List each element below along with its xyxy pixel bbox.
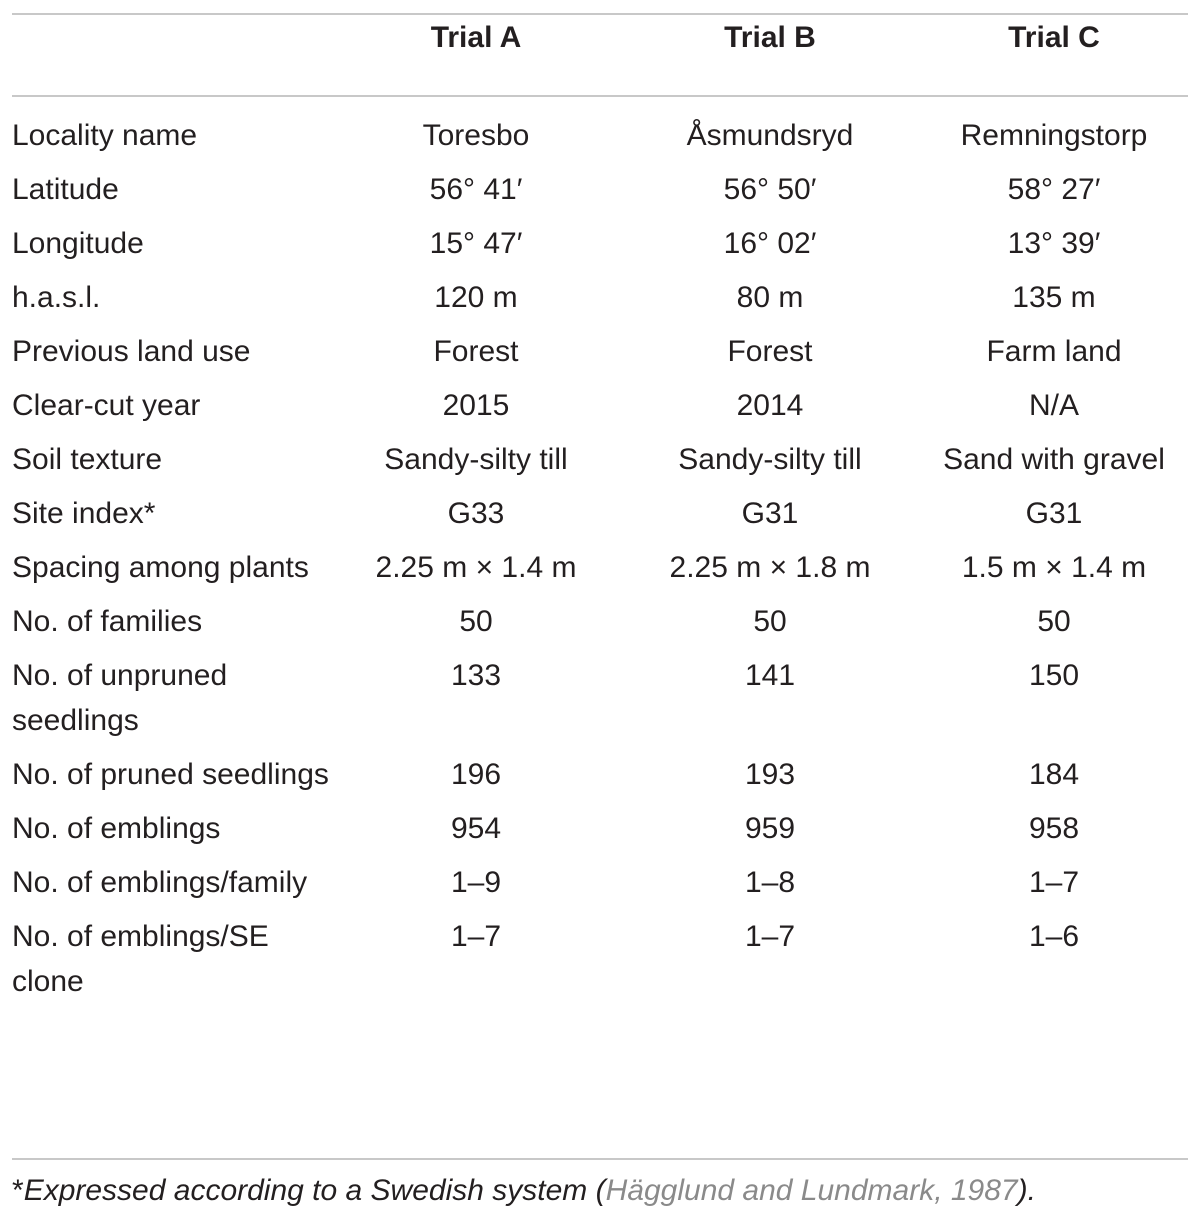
cell-trial-a: 120 m: [434, 281, 518, 314]
cell-trial-c: 150: [1028, 659, 1080, 692]
table-row: [12, 95, 1188, 167]
cell-trial-c: 958: [1028, 812, 1080, 845]
cell-trial-c: G31: [1025, 497, 1083, 530]
row-label: No. of families: [12, 605, 203, 638]
row-label: No. of emblings/SE clone: [12, 920, 269, 998]
cell-trial-a: Sandy-silty till: [384, 443, 568, 476]
cell-trial-a: 2015: [442, 389, 510, 422]
cell-trial-c: 13° 39′: [1007, 227, 1101, 260]
table-header-row: [12, 15, 1188, 95]
table-row: [12, 167, 1188, 221]
cell-trial-a: 1–9: [450, 866, 502, 899]
cell-trial-a: 2.25 m × 1.4 m: [375, 551, 577, 584]
cell-trial-b: 80 m: [736, 281, 804, 314]
footnote-closing: ).: [1017, 1174, 1036, 1207]
row-label: h.a.s.l.: [12, 281, 101, 314]
cell-trial-c: 1.5 m × 1.4 m: [961, 551, 1147, 584]
cell-trial-c: N/A: [1028, 389, 1079, 422]
cell-trial-b: 2014: [736, 389, 804, 422]
row-label: No. of emblings: [12, 812, 221, 845]
row-label: Site index*: [12, 497, 156, 530]
cell-trial-b: 16° 02′: [723, 227, 817, 260]
table-footnote: [12, 1168, 1036, 1213]
row-label: Latitude: [12, 173, 119, 206]
cell-trial-c: Remningstorp: [960, 119, 1148, 152]
cell-trial-a: 50: [459, 605, 493, 638]
cell-trial-a: Toresbo: [422, 119, 530, 152]
cell-trial-a: 1–7: [450, 920, 502, 953]
table-row: [12, 491, 1188, 545]
cell-trial-a: Forest: [433, 335, 519, 368]
row-label: Longitude: [12, 227, 144, 260]
cell-trial-a: 133: [450, 659, 502, 692]
footnote-text: Expressed according to a Swedish system (: [23, 1174, 606, 1207]
row-label: Previous land use: [12, 335, 251, 368]
header-trial-c: Trial C: [1008, 21, 1100, 54]
table-row: [12, 752, 1188, 806]
cell-trial-a: 56° 41′: [429, 173, 523, 206]
row-label: Clear-cut year: [12, 389, 201, 422]
header-trial-a: Trial A: [430, 21, 522, 54]
header-trial-b: Trial B: [724, 21, 816, 54]
table-row: [12, 860, 1188, 914]
cell-trial-c: Sand with gravel: [943, 443, 1165, 476]
cell-trial-c: 1–6: [1028, 920, 1080, 953]
footnote-marker: *: [12, 1174, 24, 1207]
cell-trial-a: 954: [450, 812, 502, 845]
cell-trial-c: 184: [1028, 758, 1080, 791]
footnote-reference-link[interactable]: Hägglund and Lundmark, 1987: [605, 1174, 1018, 1207]
table-row: [12, 545, 1188, 599]
table-row: [12, 437, 1188, 491]
site-trials-table: [12, 15, 1188, 1013]
cell-trial-b: 56° 50′: [723, 173, 817, 206]
table-row: [12, 383, 1188, 437]
cell-trial-b: 959: [744, 812, 796, 845]
cell-trial-c: Farm land: [986, 335, 1122, 368]
cell-trial-b: 141: [744, 659, 796, 692]
table-row: [12, 653, 1188, 752]
cell-trial-a: G33: [447, 497, 505, 530]
cell-trial-b: Sandy-silty till: [678, 443, 862, 476]
cell-trial-a: 15° 47′: [429, 227, 523, 260]
row-label: Locality name: [12, 119, 198, 152]
cell-trial-c: 135 m: [1012, 281, 1096, 314]
table-row: [12, 914, 1188, 1013]
cell-trial-a: 196: [450, 758, 502, 791]
row-label: No. of emblings/family: [12, 866, 308, 899]
cell-trial-b: 2.25 m × 1.8 m: [669, 551, 871, 584]
row-label: No. of pruned seedlings: [12, 758, 329, 791]
cell-trial-b: G31: [741, 497, 799, 530]
row-label: No. of unpruned seedlings: [12, 659, 228, 737]
row-label: Soil texture: [12, 443, 163, 476]
table-row: [12, 329, 1188, 383]
cell-trial-b: 50: [753, 605, 787, 638]
row-label: Spacing among plants: [12, 551, 309, 584]
cell-trial-c: 58° 27′: [1007, 173, 1101, 206]
cell-trial-b: 193: [744, 758, 796, 791]
header-label-cell: [12, 15, 332, 95]
table-row: [12, 275, 1188, 329]
table-row: [12, 221, 1188, 275]
table-row: [12, 599, 1188, 653]
cell-trial-c: 1–7: [1028, 866, 1080, 899]
cell-trial-b: 1–7: [744, 920, 796, 953]
table-row: [12, 806, 1188, 860]
cell-trial-c: 50: [1037, 605, 1071, 638]
cell-trial-b: 1–8: [744, 866, 796, 899]
cell-trial-b: Åsmundsryd: [686, 119, 854, 152]
cell-trial-b: Forest: [727, 335, 813, 368]
table-bottom-rule: [12, 1158, 1188, 1160]
